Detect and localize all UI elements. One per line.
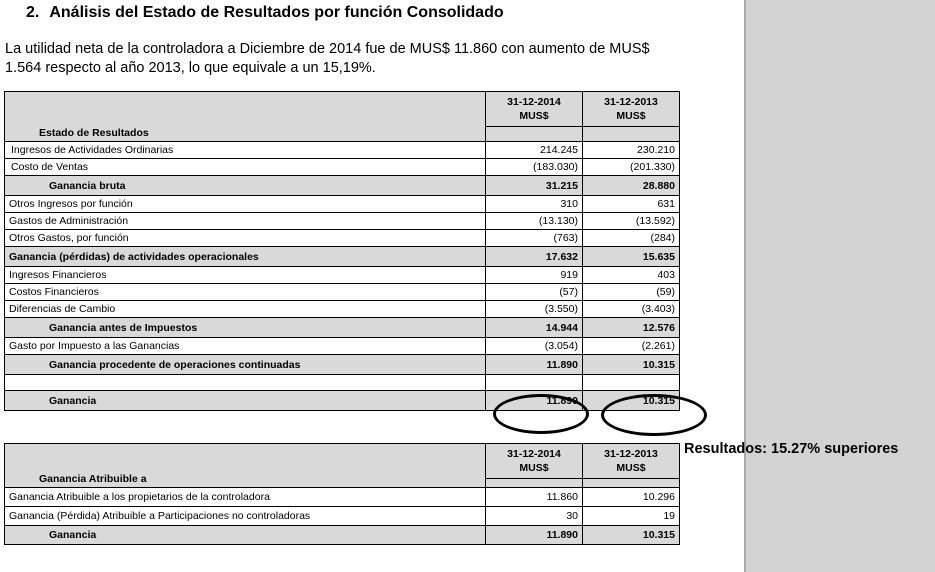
table-row (5, 355, 680, 375)
value-2014: (183.030) (486, 159, 583, 176)
section-title: Análisis del Estado de Resultados por función Consolidado (49, 4, 504, 21)
col-header-2013 (583, 92, 680, 127)
results-annotation: Resultados: 15.27% superiores (684, 441, 899, 457)
col-unit-2014: MUS$ (519, 462, 549, 474)
row-label: Ganancia antes de Impuestos (5, 318, 486, 338)
section-label-cell (5, 444, 486, 488)
row-label (5, 375, 486, 391)
col-unit-2014: MUS$ (519, 110, 549, 122)
table-row (5, 318, 680, 338)
row-label: Ganancia (Pérdida) Atribuible a Participaciones no controladoras (5, 507, 486, 526)
col-header-2014 (486, 92, 583, 127)
value-2013: 10.315 (583, 355, 680, 375)
table-row (5, 159, 680, 176)
col-date-2013: 31-12-2013 (604, 448, 658, 460)
row-label: Gasto por Impuesto a las Ganancias (5, 338, 486, 355)
col-date-2014: 31-12-2014 (507, 448, 561, 460)
row-label: Otros Gastos, por función (5, 230, 486, 247)
row-label: Diferencias de Cambio (5, 301, 486, 318)
value-2014: 30 (486, 507, 583, 526)
row-label: Ingresos Financieros (5, 267, 486, 284)
table-row (5, 284, 680, 301)
table-row (5, 176, 680, 196)
section-number: 2. (26, 4, 40, 21)
table-row (5, 247, 680, 267)
value-2013: (284) (583, 230, 680, 247)
table-row (5, 526, 680, 545)
row-label: Ingresos de Actividades Ordinarias (5, 142, 486, 159)
table-row (5, 338, 680, 355)
empty-cell (486, 479, 583, 488)
value-2014: 31.215 (486, 176, 583, 196)
value-2013 (583, 375, 680, 391)
row-label: Otros Ingresos por función (5, 196, 486, 213)
value-2014: 11.860 (486, 488, 583, 507)
value-2014: 11.890 (486, 355, 583, 375)
table-row (5, 267, 680, 284)
value-2013: (2.261) (583, 338, 680, 355)
value-2014: 17.632 (486, 247, 583, 267)
section-label: Ganancia Atribuible a (39, 473, 147, 485)
value-2013: 28.880 (583, 176, 680, 196)
row-label: Ganancia (5, 526, 486, 545)
table-row (5, 213, 680, 230)
col-header-2014 (486, 444, 583, 479)
value-2014: 214.245 (486, 142, 583, 159)
empty-cell (583, 479, 680, 488)
col-header-2013 (583, 444, 680, 479)
row-label: Costos Financieros (5, 284, 486, 301)
value-2013: (201.330) (583, 159, 680, 176)
income-statement-table (4, 91, 680, 411)
attribution-table (4, 443, 680, 545)
table-row (5, 375, 680, 391)
col-date-2013: 31-12-2013 (604, 96, 658, 108)
table-row (5, 196, 680, 213)
paragraph-line-2: 1.564 respecto al año 2013, lo que equivale a un 15,19%. (5, 60, 376, 76)
table-row (5, 230, 680, 247)
value-2013: 230.210 (583, 142, 680, 159)
value-2013: (59) (583, 284, 680, 301)
highlight-ellipse-2013 (601, 394, 707, 436)
row-label: Costo de Ventas (5, 159, 486, 176)
value-2013: 10.296 (583, 488, 680, 507)
section-label: Estado de Resultados (39, 127, 149, 139)
value-2014: 11.890 (486, 526, 583, 545)
row-label: Ganancia bruta (5, 176, 486, 196)
table-row (5, 507, 680, 526)
value-2013: 19 (583, 507, 680, 526)
value-2014: (763) (486, 230, 583, 247)
viewer-gutter (744, 0, 935, 572)
paragraph-line-1: La utilidad neta de la controladora a Diciembre de 2014 fue de MUS$ 11.860 con aumento de MUS$ (5, 41, 650, 57)
value-2013: 12.576 (583, 318, 680, 338)
value-2014: (3.054) (486, 338, 583, 355)
empty-cell (583, 127, 680, 142)
section-label-cell (5, 92, 486, 142)
value-2014: 14.944 (486, 318, 583, 338)
value-2014: (13.130) (486, 213, 583, 230)
value-2014: (57) (486, 284, 583, 301)
value-2014: 310 (486, 196, 583, 213)
table-header-row (5, 92, 680, 127)
row-label: Ganancia (5, 391, 486, 411)
value-2013: 10.315 (583, 526, 680, 545)
table-header-row (5, 444, 680, 479)
value-2013: (3.403) (583, 301, 680, 318)
table-row (5, 142, 680, 159)
empty-cell (486, 127, 583, 142)
value-2014: 11.890 (486, 391, 583, 411)
table-row (5, 301, 680, 318)
value-2013: 10.315 (583, 391, 680, 411)
value-2014 (486, 375, 583, 391)
table-row (5, 488, 680, 507)
summary-paragraph (5, 40, 695, 78)
col-unit-2013: MUS$ (616, 110, 646, 122)
value-2013: 15.635 (583, 247, 680, 267)
row-label: Ganancia (pérdidas) de actividades operacionales (5, 247, 486, 267)
row-label: Ganancia Atribuible a los propietarios de la controladora (5, 488, 486, 507)
value-2014: (3.550) (486, 301, 583, 318)
value-2013: (13.592) (583, 213, 680, 230)
row-label: Ganancia procedente de operaciones continuadas (5, 355, 486, 375)
row-label: Gastos de Administración (5, 213, 486, 230)
value-2013: 631 (583, 196, 680, 213)
value-2013: 403 (583, 267, 680, 284)
col-unit-2013: MUS$ (616, 462, 646, 474)
col-date-2014: 31-12-2014 (507, 96, 561, 108)
section-heading (26, 4, 504, 22)
value-2014: 919 (486, 267, 583, 284)
highlight-ellipse-2014 (493, 394, 589, 434)
